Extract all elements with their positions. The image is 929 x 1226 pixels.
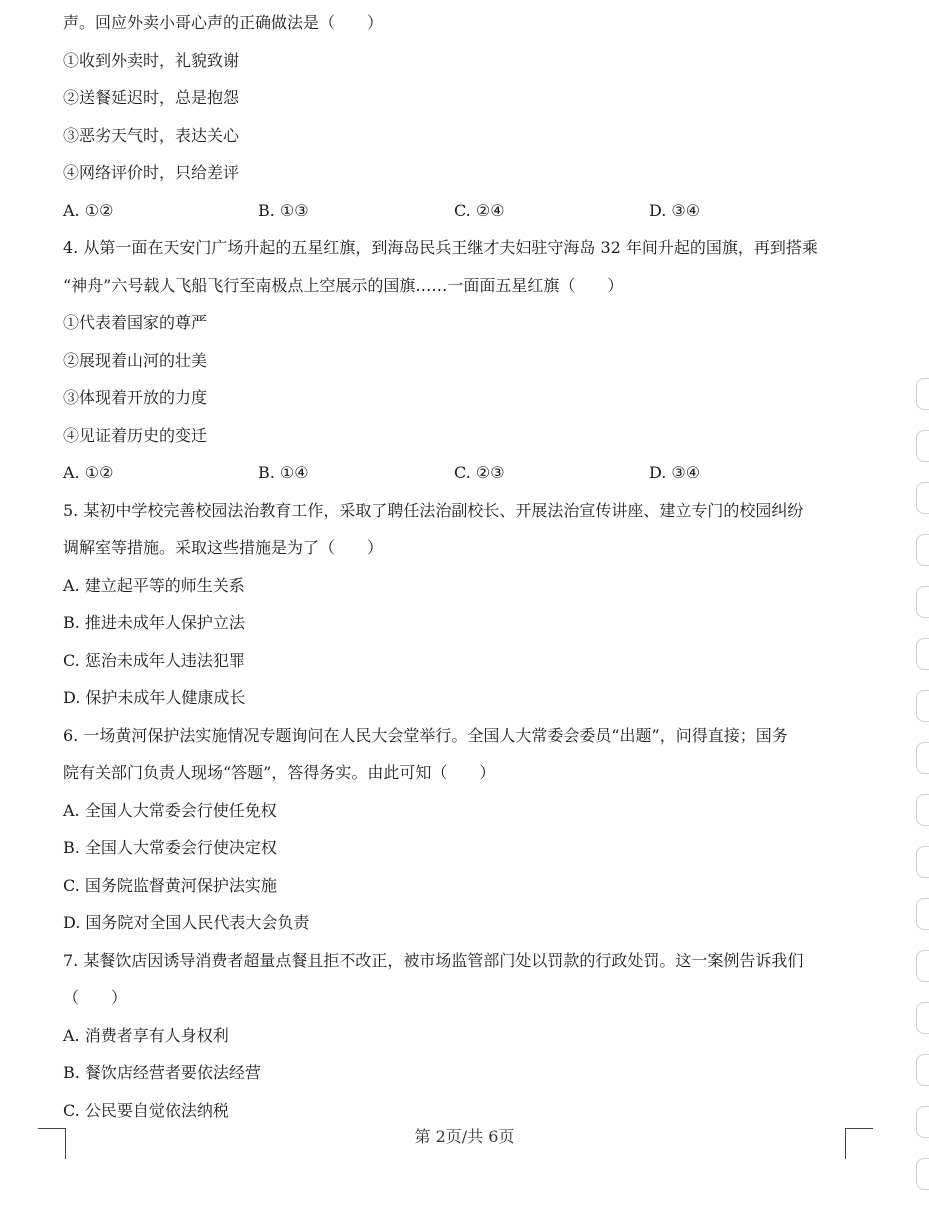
q6-option-a: A. 全国人大常委会行使任免权	[63, 801, 277, 820]
q3-option-a: A. ①②	[63, 201, 114, 220]
binding-tab	[916, 794, 929, 826]
q3-stem-tail: 声。回应外卖小哥心声的正确做法是（ ）	[63, 13, 384, 32]
q3-item-1: ①收到外卖时，礼貌致谢	[63, 51, 240, 70]
q6-stem-line-2: 院有关部门负责人现场“答题”，答得务实。由此可知（ ）	[63, 763, 496, 782]
q6-option-c: C. 国务院监督黄河保护法实施	[63, 876, 277, 895]
q4-stem-line-1: 4. 从第一面在天安门广场升起的五星红旗，到海岛民兵王继才夫妇驻守海岛 32 年间升起的国旗，再到搭乘	[63, 238, 818, 257]
q7-option-c: C. 公民要自觉依法纳税	[63, 1101, 229, 1120]
binding-tab	[916, 1158, 929, 1190]
q4-option-c: C. ②③	[454, 463, 505, 482]
q5-option-d: D. 保护未成年人健康成长	[63, 688, 246, 707]
q3-option-c: C. ②④	[454, 201, 505, 220]
binding-tab	[916, 1002, 929, 1034]
q5-option-b: B. 推进未成年人保护立法	[63, 613, 245, 632]
q4-item-2: ②展现着山河的壮美	[63, 351, 208, 370]
q6-stem-line-1: 6. 一场黄河保护法实施情况专题询问在人民大会堂举行。全国人大常委会委员“出题”，问得直接；国务	[63, 726, 788, 745]
q6-option-b: B. 全国人大常委会行使决定权	[63, 838, 277, 857]
q3-item-2: ②送餐延迟时，总是抱怨	[63, 88, 240, 107]
q5-stem-line-2: 调解室等措施。采取这些措施是为了（ ）	[63, 538, 384, 557]
q3-option-d: D. ③④	[649, 201, 701, 220]
binding-tab	[916, 534, 929, 566]
binding-tab	[916, 690, 929, 722]
q4-item-1: ①代表着国家的尊严	[63, 313, 208, 332]
binding-tab	[916, 378, 929, 410]
binding-tab	[916, 586, 929, 618]
binding-tab	[916, 846, 929, 878]
q5-option-c: C. 惩治未成年人违法犯罪	[63, 651, 245, 670]
binding-tab	[916, 482, 929, 514]
binding-tab	[916, 1054, 929, 1086]
q4-option-a: A. ①②	[63, 463, 114, 482]
binding-tab	[916, 638, 929, 670]
q7-stem-line-1: 7. 某餐饮店因诱导消费者超量点餐且拒不改正，被市场监管部门处以罚款的行政处罚。这一案例告诉我们	[63, 951, 804, 970]
q5-stem-line-1: 5. 某初中学校完善校园法治教育工作，采取了聘任法治副校长、开展法治宣传讲座、建立专门的校园纠纷	[63, 501, 804, 520]
q4-stem-line-2: “神舟”六号载人飞船飞行至南极点上空展示的国旗……一面面五星红旗（ ）	[63, 276, 624, 295]
q4-item-4: ④见证着历史的变迁	[63, 426, 208, 445]
q4-option-d: D. ③④	[649, 463, 701, 482]
q7-stem-line-2: （ ）	[63, 988, 128, 1007]
binding-tab	[916, 1106, 929, 1138]
binding-tab	[916, 950, 929, 982]
q3-item-3: ③恶劣天气时，表达关心	[63, 126, 240, 145]
q3-option-b: B. ①③	[258, 201, 309, 220]
binding-tab	[916, 742, 929, 774]
q4-item-3: ③体现着开放的力度	[63, 388, 208, 407]
q4-option-b: B. ①④	[258, 463, 309, 482]
q6-option-d: D. 国务院对全国人民代表大会负责	[63, 913, 310, 932]
q3-item-4: ④网络评价时，只给差评	[63, 163, 240, 182]
q7-option-a: A. 消费者享有人身权利	[63, 1026, 229, 1045]
binding-tab	[916, 430, 929, 462]
binding-tab	[916, 898, 929, 930]
page-number: 第 2页/共 6页	[414, 1127, 515, 1146]
q5-option-a: A. 建立起平等的师生关系	[63, 576, 245, 595]
q7-option-b: B. 餐饮店经营者要依法经营	[63, 1063, 261, 1082]
